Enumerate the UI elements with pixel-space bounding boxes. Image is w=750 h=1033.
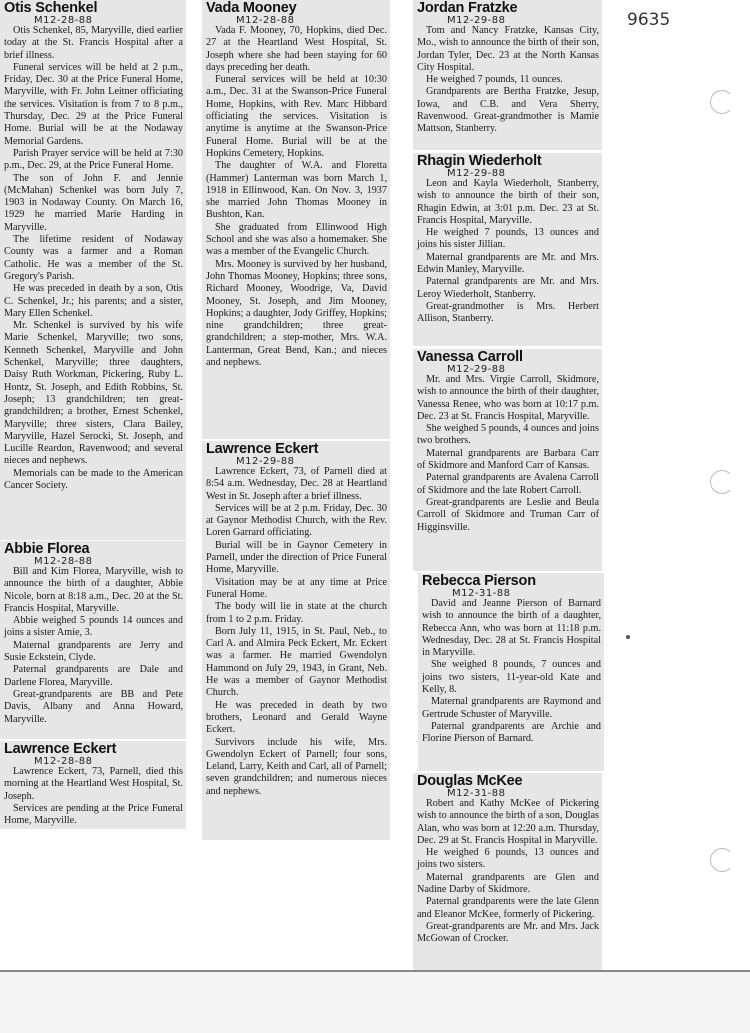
paragraph: Maternal grandparents are Mr. and Mrs. Edwin Manley, Maryville. [417,251,599,276]
paragraph: Lawrence Eckert, 73, of Parnell died at 8:54 a.m. Wednesday, Dec. 28 at Heartland West in St. Joseph after a brief illness. [206,466,387,502]
paragraph: Tom and Nancy Fratzke, Kansas City, Mo., wish to announce the birth of their son, Jordan Tyler, Dec. 23 at the North Kansas City Hospital. [417,25,599,73]
paragraph: Grandparents are Bertha Fratzke, Jesup, Iowa, and C.B. and Vera Sherry, Ravenwood. Great-grandmother is Mamie Mattson, Stanberry. [417,86,599,135]
paragraph: He was preceded in death by a son, Otis C. Schenkel, Jr.; his parents; and a sister, Mary Ellen Schenkel. [4,283,183,319]
paragraph: Mr. and Mrs. Virgie Carroll, Skidmore, wish to announce the birth of their daughter, Vanessa Renee, who was born at 10:17 p.m. Dec. 23 at St. Francis Hospital, Maryville. [417,374,599,422]
paragraph: Paternal grandparents are Archie and Florine Pierson of Barnard. [422,720,601,745]
paragraph: Services will be at 2 p.m. Friday, Dec. 30 at Gaynor Methodist Church, with the Rev. Loren Garrard officiating. [206,502,387,539]
clipping-title: Otis Schenkel [4,0,98,16]
clipping-douglas-mckee [413,773,602,970]
scan-speck [626,635,630,639]
paragraph: Born July 11, 1915, in St. Paul, Neb., to Carl A. and Almira Peck Eckert, Mr. Eckert was a farmer. He married Gwendolyn Hammond on July 29, 1943, in Grant, Neb. He was a member of Gaynor Methodist Church. [206,625,387,699]
clipping-abbie-florea [0,541,186,739]
clipping-date: M12-28-88 [34,756,93,767]
paragraph: She graduated from Ellinwood High School and she was also a homemaker. She was a member of the Evangelic Church. [206,221,387,258]
paragraph: The body will lie in state at the church from 1 to 2 p.m. Friday. [206,601,387,625]
clipping-title: Lawrence Eckert [206,441,319,457]
paragraph: Memorials can be made to the American Cancer Society. [4,467,183,491]
clipping-jordan-fratzke [413,0,602,150]
clipping-title: Vada Mooney [206,0,297,16]
paragraph: Funeral services will be held at 10:30 a.m., Dec. 31 at the Swanson-Price Funeral Home, Hopkins, with Rev. Marc Hibbard officiating the services. Visitation is anytime is anytime at the Swanson-Price Funeral Home. Burial will be at the Hopkins Cemetery, Hopkins. [206,74,387,159]
clipping-date: M12-31-88 [447,788,506,799]
paragraph: Paternal grandparents are Dale and Darlene Florea, Maryville. [4,664,183,688]
paragraph: Paternal grandparents were the late Glenn and Eleanor McKee, formerly of Pickering. [417,896,599,920]
clipping-rhagin-wiederholt [413,153,602,346]
clipping-title: Rebecca Pierson [422,573,536,589]
clipping-date: M12-28-88 [236,15,295,26]
paragraph: Survivors include his wife, Mrs. Gwendolyn Eckert of Parnell; four sons, Leland, Larry, Keith and Carl, all of Parnell; seven grandchildren; and numerous nieces and nephews. [206,736,387,797]
binder-hole [710,848,734,872]
paragraph: The lifetime resident of Nodaway County was a farmer and a Roman Catholic. He was a member of the St. Gregory's Parish. [4,234,183,282]
clipping-date: M12-29-88 [236,456,295,467]
clipping-lawrence-eckert-short [0,741,186,829]
paragraph: Lawrence Eckert, 73, Parnell, died this morning at the Heartland West Hospital, St. Joseph. [4,766,183,802]
clipping-vada-mooney [202,0,390,439]
paragraph: Mr. Schenkel is survived by his wife Marie Schenkel, Maryville; two sons, Kenneth Schenkel, Maryville and John Schenkel, Maryville; three daughters, Daisy Ruth Workman, Pickering, Ruby L. Hontz, St. Joseph, and Edith Robbins, St. Joseph; 13 grandchildren; ten great-grandchildren; a brother, Ernest Schenkel, Maryville; three sisters, Clara Bailey, Maryville, Hazel Serocki, St. Joseph, and Lucille Reardon, Ravenwood; and several nieces and nephews. [4,320,183,467]
paragraph: Vada F. Mooney, 70, Hopkins, died Dec. 27 at the Heartland West Hospital, St. Joseph where she had been staying for 60 days preceding her death. [206,25,387,73]
paragraph: Maternal grandparents are Jerry and Susie Eckstein, Clyde. [4,639,183,664]
binder-hole [710,90,734,114]
paragraph: Maternal grandparents are Glen and Nadine Darby of Skidmore. [417,871,599,896]
paragraph: He was preceded in death by two brothers, Leonard and Gerald Wayne Eckert. [206,699,387,736]
paragraph: Parish Prayer service will be held at 7:30 p.m., Dec. 29, at the Price Funeral Home. [4,147,183,172]
clipping-title: Vanessa Carroll [417,349,523,365]
clipping-date: M12-28-88 [34,15,93,26]
paragraph: Great-grandparents are Mr. and Mrs. Jack McGowan of Crocker. [417,920,599,945]
paragraph: Paternal grandparents are Avalena Carroll of Skidmore and the late Robert Carroll. [417,472,599,496]
page-margin [0,972,750,1033]
paragraph: Robert and Kathy McKee of Pickering wish to announce the birth of a son, Douglas Alan, who was born at 12:20 a.m. Thursday, Dec. 29 at St. Francis Hospital in Maryville. [417,798,599,846]
clipping-date: M12-29-88 [447,364,506,375]
paragraph: Bill and Kim Florea, Maryville, wish to announce the birth of a daughter, Abbie Nicole, born at 8:18 a.m., Dec. 20 at the St. Francis Hospital, Maryville. [4,566,183,614]
paragraph: The son of John F. and Jennie (McMahan) Schenkel was born July 7, 1903 in Nodaway County. On March 16, 1929 he married Marie Harding in Maryville. [4,172,183,233]
paragraph: The daughter of W.A. and Floretta (Hammer) Lanterman was born March 1, 1918 in Ellinwood, Kan. On Nov. 3, 1937 she married John Thomas Mooney in Bushton, Kan. [206,160,387,221]
paragraph: Burial will be in Gaynor Cemetery in Parnell, under the direction of Price Funeral Home, Maryville. [206,539,387,576]
clipping-vanessa-carroll [413,349,602,571]
clipping-rebecca-pierson [418,573,604,771]
paragraph: Leon and Kayla Wiederholt, Stanberry, wish to announce the birth of their son, Rhagin Edwin, at 3:01 p.m. Dec. 23 at St. Francis Hospital, Maryville. [417,178,599,226]
paragraph: Maternal grandparents are Raymond and Gertrude Schuster of Maryville. [422,696,601,720]
paragraph: He weighed 7 pounds, 13 ounces and joins his sister Jillian. [417,227,599,251]
clipping-title: Abbie Florea [4,541,90,557]
paragraph: Funeral services will be held at 2 p.m., Friday, Dec. 30 at the Price Funeral Home, Maryville, with Fr. John Leitner officiating the services. Visitation is from 7 to 8 p.m., Thursday, Dec. 29 at the Price Funeral Home. Burial will be at the Nodaway Memorial Gardens. [4,61,183,147]
paragraph: Great-grandparents are BB and Pete Davis, Albany and Anna Howard, Maryville. [4,688,183,725]
paragraph: Mrs. Mooney is survived by her husband, John Thomas Mooney, Hopkins; three sons, Richard Mooney, Woodrige, Va, David Mooney, St. Joseph, and Jim Mooney, Hopkins; a daughter, Jody Griffey, Hopkins; nine grandchildren; three great-grandchildren; a step-mother, Mrs. W.A. Lanterman, Great Bend, Kan.; and nieces and nephews. [206,258,387,369]
paragraph: Great-grandmother is Mrs. Herbert Allison, Stanberry. [417,300,599,325]
paragraph: She weighed 8 pounds, 7 ounces and joins two sisters, 11-year-old Kate and Kelly, 8. [422,659,601,696]
clipping-date: M12-29-88 [447,15,506,26]
clipping-lawrence-eckert-full [202,441,390,840]
paragraph: He weighed 6 pounds, 13 ounces and joins two sisters. [417,847,599,871]
clipping-title: Lawrence Eckert [4,741,117,757]
clipping-title: Jordan Fratzke [417,0,518,16]
paragraph: Paternal grandparents are Mr. and Mrs. Leroy Wiederholt, Stanberry. [417,276,599,300]
paragraph: She weighed 5 pounds, 4 ounces and joins two brothers. [417,423,599,447]
clipping-otis-schenkel [0,0,186,540]
paragraph: He weighed 7 pounds, 11 ounces. [426,74,563,86]
clipping-title: Rhagin Wiederholt [417,153,542,169]
paragraph: Great-grandparents are Leslie and Beula Carroll of Skidmore and Truman Carr of Higginsville. [417,496,599,533]
paragraph: Abbie weighed 5 pounds 14 ounces and joins a sister Amie, 3. [4,615,183,639]
binder-hole [710,470,734,494]
paragraph: Maternal grandparents are Barbara Carr of Skidmore and Manford Carr of Kansas. [417,447,599,472]
clipping-title: Douglas McKee [417,773,523,789]
paragraph: Services are pending at the Price Funeral Home, Maryville. [4,802,183,827]
paragraph: Visitation may be at any time at Price Funeral Home. [206,576,387,600]
paragraph: David and Jeanne Pierson of Barnard wish to announce the birth of a daughter, Rebecca Ann, who was born at 11:18 p.m. Wednesday, Dec. 28 at St. Francis Hospital in Maryville. [422,598,601,659]
clipping-date: M12-31-88 [452,588,511,599]
page-number: 9635 [627,10,671,30]
clipping-date: M12-28-88 [34,556,93,567]
clipping-date: M12-29-88 [447,168,506,179]
paragraph: Otis Schenkel, 85, Maryville, died earlier today at the St. Francis Hospital after a brief illness. [4,25,183,61]
